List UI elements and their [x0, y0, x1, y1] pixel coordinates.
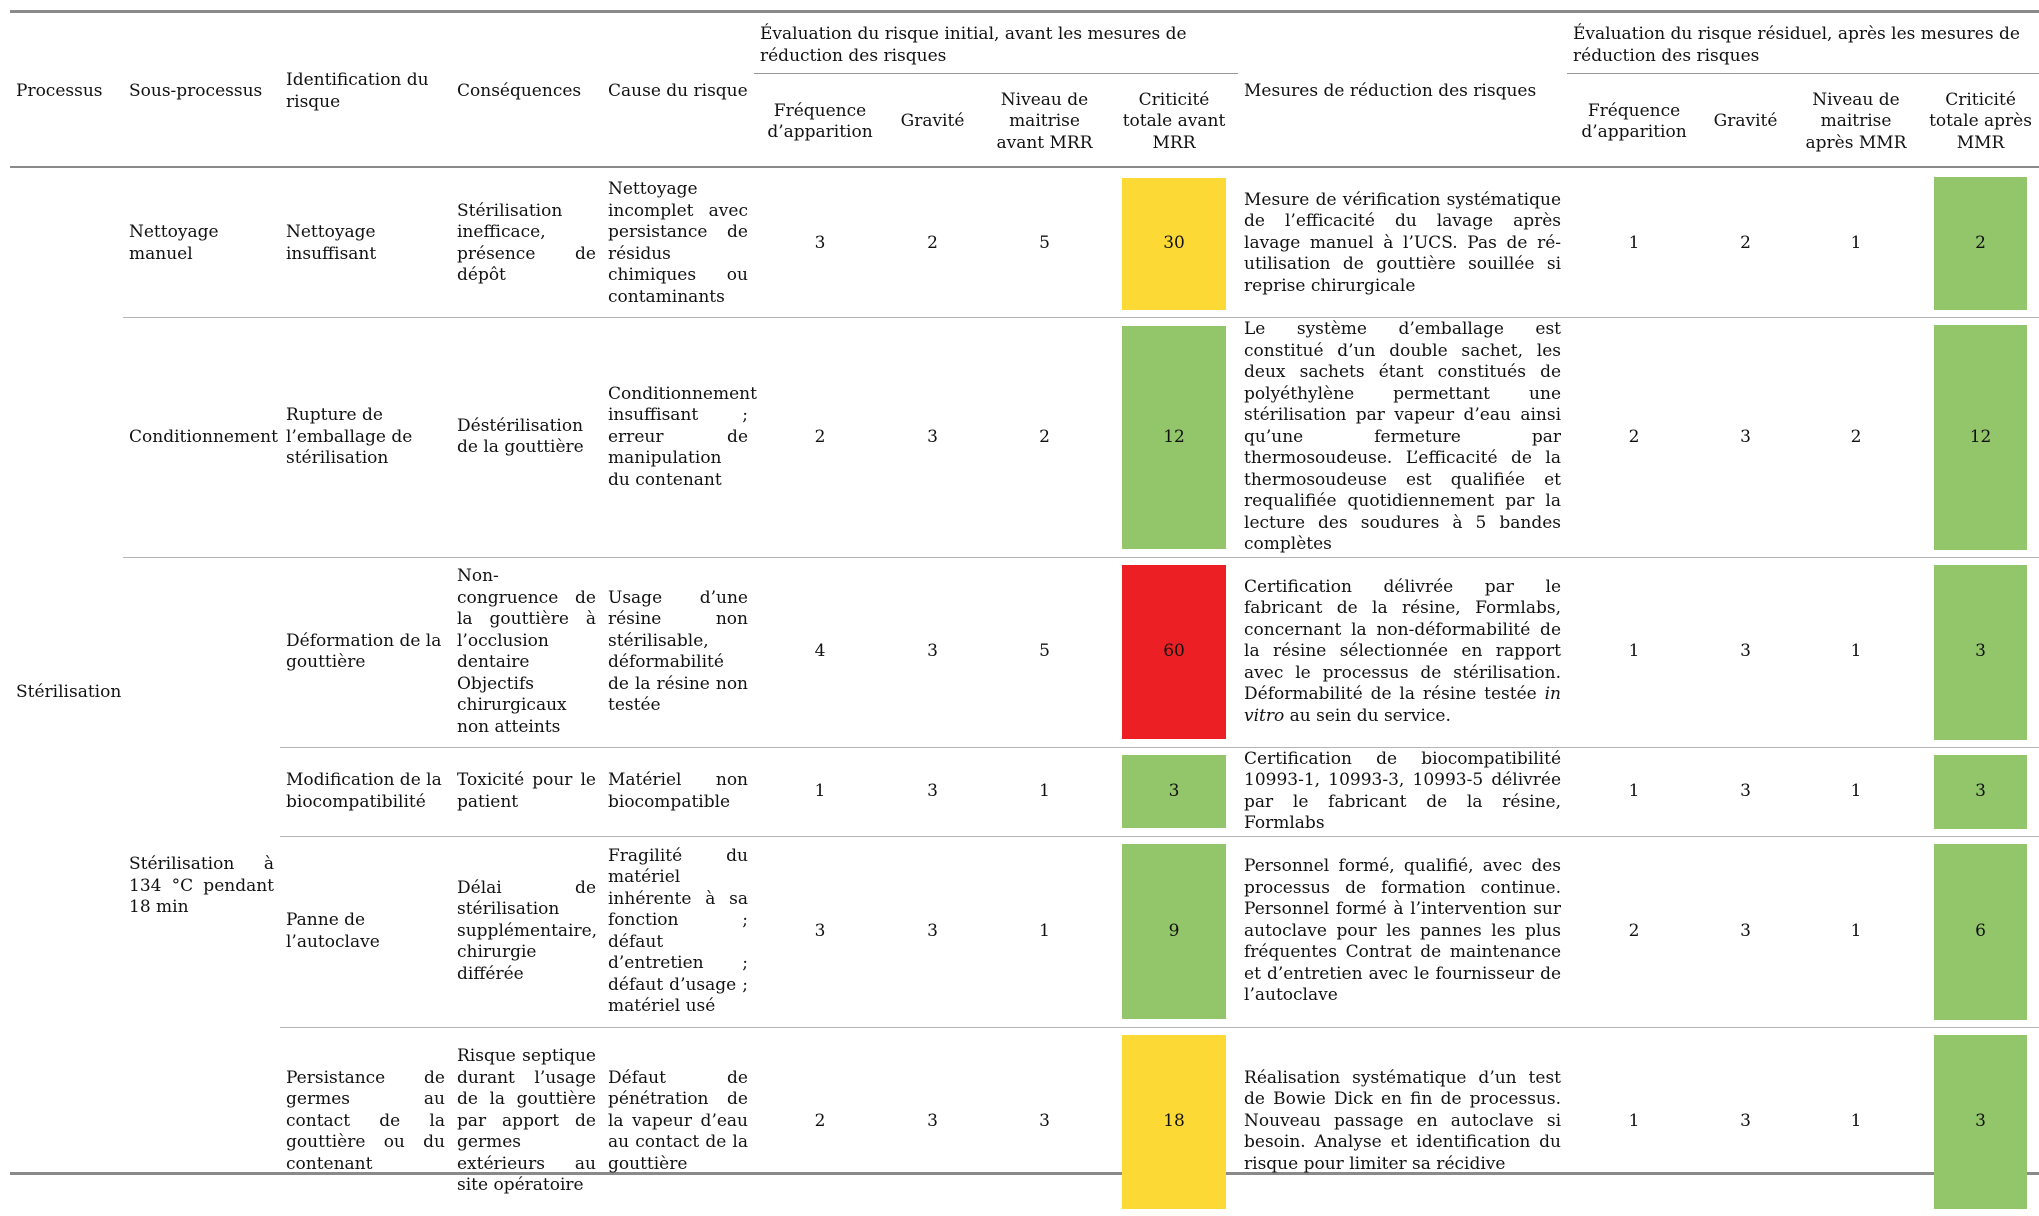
cell-grav-initial: 3 [886, 318, 979, 558]
criticity-badge: 2 [1934, 177, 2027, 310]
table-row [10, 558, 2039, 748]
header-grav-residuel: Gravité [1713, 111, 1778, 132]
cell-cause: Défaut de pénétration de la vapeur d’eau au contact de la gouttière [608, 1067, 748, 1174]
criticity-badge: 3 [1122, 755, 1226, 828]
cell-consequences: Délai de stérilisation supplémentaire, chirurgie différée [451, 837, 602, 1028]
criticity-badge: 18 [1122, 1035, 1226, 1209]
cell-freq-initial: 4 [754, 558, 886, 748]
cell-grav-residuel: 3 [1740, 1110, 1751, 1131]
header-processus: Processus [16, 80, 103, 101]
cell-consequences: Déstérilisation de la gouttière [451, 318, 602, 558]
cell-cause: Fragilité du matériel inhérente à sa fonction ; défaut d’entretien ; défaut d’usage ; matériel usé [602, 837, 754, 1028]
header-consequences: Conséquences [457, 80, 582, 101]
cell-identification: Panne de l’autoclave [280, 837, 451, 1028]
cell-niveau-residuel: 2 [1790, 318, 1922, 558]
cell-mesures: Certification de biocompatibilité 10993-1, 10993-3, 10993-5 délivrée par le fabricant de la résine, Formlabs [1238, 748, 1567, 837]
table-row [10, 748, 2039, 837]
cell-consequences: Risque septique durant l’usage de la gouttière par apport de germes extérieurs au site opératoire [457, 1046, 596, 1196]
cell-grav-residuel: 3 [1701, 837, 1790, 1028]
cell-freq-residuel: 1 [1567, 748, 1701, 837]
cell-niveau-initial: 5 [979, 558, 1110, 748]
header-sous-processus: Sous-processus [129, 80, 263, 101]
cell-freq-initial: 2 [754, 318, 886, 558]
cell-freq-initial: 3 [754, 837, 886, 1028]
cell-grav-residuel: 3 [1701, 748, 1790, 837]
cell-freq-residuel: 1 [1628, 1110, 1640, 1131]
cell-cause: Nettoyage incomplet avec persistance de résidus chimiques ou contaminants [602, 170, 754, 318]
header-niveau-residuel: Niveau de maitrise après MMR [1805, 89, 1907, 153]
cell-cause: Conditionnement insuffisant ; erreur de manipulation du contenant [602, 318, 754, 558]
cell-grav-initial: 2 [886, 170, 979, 318]
cell-processus: Stérilisation [16, 682, 122, 702]
criticity-badge: 60 [1122, 565, 1226, 739]
cell-niveau-residuel: 1 [1790, 170, 1922, 318]
cell-identification: Nettoyage insuffisant [280, 170, 451, 318]
cell-crit-initial [1110, 837, 1238, 1028]
header-mesures: Mesures de réduction des risques [1244, 80, 1537, 101]
cell-crit-residuel [1922, 318, 2039, 558]
cell-crit-initial [1110, 170, 1238, 318]
cell-niveau-residuel: 1 [1790, 558, 1922, 748]
cell-identification: Modification de la biocompatibilité [280, 748, 451, 837]
cell-grav-residuel: 3 [1701, 558, 1790, 748]
cell-crit-residuel [1922, 558, 2039, 748]
cell-niveau-residuel: 1 [1790, 748, 1922, 837]
cell-freq-initial: 1 [754, 748, 886, 837]
criticity-badge: 3 [1934, 755, 2027, 829]
criticity-badge: 12 [1122, 326, 1226, 550]
cell-mesures: Le système d’emballage est constitué d’un double sachet, les deux sachets étant constitués de polyéthylène permettant une stérilisation par vapeur d’eau ainsi qu’une fermeture par thermosoudeuse. L’efficacité de la thermosoudeuse est qualifiée et requalifiée quotidiennement par la lecture des soudures à 5 bandes complètes [1238, 318, 1567, 558]
cell-freq-initial: 2 [814, 1110, 826, 1131]
cell-freq-residuel: 2 [1567, 837, 1701, 1028]
cell-grav-residuel: 3 [1701, 318, 1790, 558]
cell-niveau-initial: 1 [979, 837, 1110, 1028]
table-row [10, 318, 2039, 558]
header-freq-residuel: Fréquence d’apparition [1581, 100, 1687, 142]
cell-niveau-residuel: 1 [1790, 837, 1922, 1028]
cell-grav-initial: 3 [886, 558, 979, 748]
cell-mesures [1238, 558, 1567, 748]
cell-niveau-initial: 2 [979, 318, 1110, 558]
header-residuel-group: Évaluation du risque résiduel, après les mesures de réduction des risques [1567, 13, 2039, 74]
cell-niveau-initial: 5 [979, 170, 1110, 318]
cell-freq-residuel: 1 [1567, 170, 1701, 318]
cell-grav-initial: 3 [886, 748, 979, 837]
cell-mesures: Réalisation systématique d’un test de Bowie Dick en fin de processus. Nouveau passage en autoclave si besoin. Analyse et identification du risque pour limiter sa récidive [1244, 1067, 1562, 1174]
header-niveau-initial: Niveau de maitrise avant MRR [996, 89, 1093, 153]
cell-crit-residuel [1922, 837, 2039, 1028]
mesures-text-b: au sein du service. [1284, 705, 1451, 726]
criticity-badge: 6 [1934, 844, 2027, 1020]
cell-consequences: Toxicité pour le patient [451, 748, 602, 837]
cell-cause: Matériel non biocompatible [602, 748, 754, 837]
cell-identification: Déformation de la gouttière [280, 558, 451, 748]
cell-grav-initial: 3 [927, 1110, 938, 1131]
cell-mesures: Personnel formé, qualifié, avec des processus de formation continue. Personnel formé à l’intervention sur autoclave pour les pannes les plus fréquentes Contrat de maintenance et d’entretien avec le fournisseur de l’autoclave [1238, 837, 1567, 1028]
cell-freq-residuel: 1 [1567, 558, 1701, 748]
cell-freq-initial: 3 [754, 170, 886, 318]
cell-sous-processus-sterilisation: Stérilisation à 134 °C pendant 18 min [129, 854, 274, 918]
header-grav-initial: Gravité [900, 111, 965, 132]
cell-niveau-initial: 1 [979, 748, 1110, 837]
table-row [10, 170, 2039, 318]
cell-niveau-residuel: 1 [1850, 1110, 1862, 1131]
criticity-badge: 3 [1934, 565, 2027, 740]
header-crit-initial: Criticité totale avant MRR [1122, 89, 1226, 153]
risk-analysis-table [10, 13, 2039, 1216]
cell-consequences: Stérilisation inefficace, présence de dépôt [451, 170, 602, 318]
cell-identification: Rupture de l’emballage de stérilisation [280, 318, 451, 558]
cell-crit-residuel [1922, 748, 2039, 837]
criticity-badge: 9 [1122, 844, 1226, 1019]
cell-mesures: Mesure de vérification systématique de l’efficacité du lavage après lavage manuel à l’UCS. Pas de ré-utilisation de gouttière souillée si reprise chirurgicale [1238, 170, 1567, 318]
cell-sous-processus-nettoyage: Nettoyage manuel [123, 170, 280, 318]
table-row [10, 1028, 2039, 1216]
cell-crit-initial [1110, 318, 1238, 558]
cell-identification: Persistance de germes au contact de la gouttière ou du contenant [286, 1067, 445, 1174]
cell-consequences: Non-congruence de la gouttière à l’occlusion dentaire Objectifs chirurgicaux non atteints [451, 558, 602, 748]
cell-cause: Usage d’une résine non stérilisable, déformabilité de la résine non testée [602, 558, 754, 748]
cell-sous-processus-conditionnement: Conditionnement [123, 318, 280, 558]
criticity-badge: 3 [1934, 1035, 2027, 1209]
cell-grav-initial: 3 [886, 837, 979, 1028]
cell-crit-initial [1110, 1028, 1238, 1216]
cell-grav-residuel: 2 [1701, 170, 1790, 318]
cell-crit-residuel [1922, 1028, 2039, 1216]
header-initial-group: Évaluation du risque initial, avant les mesures de réduction des risques [754, 13, 1238, 74]
criticity-badge: 30 [1122, 178, 1226, 310]
criticity-badge: 12 [1934, 325, 2027, 550]
cell-crit-residuel [1922, 170, 2039, 318]
header-identification: Identification du risque [286, 70, 429, 112]
mesures-text-a: Certification délivrée par le fabricant de la résine, Formlabs, concernant la non-déformabilité de la résine sélectionnée en rapport avec le processus de stérilisation. Déformabilité de la résine testée [1244, 576, 1562, 705]
cell-crit-initial [1110, 748, 1238, 837]
cell-freq-residuel: 2 [1567, 318, 1701, 558]
cell-crit-initial [1110, 558, 1238, 748]
header-crit-residuel: Criticité totale après MMR [1929, 89, 2032, 153]
header-cause: Cause du risque [608, 80, 748, 101]
mesures-text-italic: in vitro [1244, 684, 1562, 726]
cell-niveau-initial: 3 [1039, 1110, 1050, 1131]
table-row [10, 837, 2039, 1028]
header-freq-initial: Fréquence d’apparition [767, 100, 873, 142]
